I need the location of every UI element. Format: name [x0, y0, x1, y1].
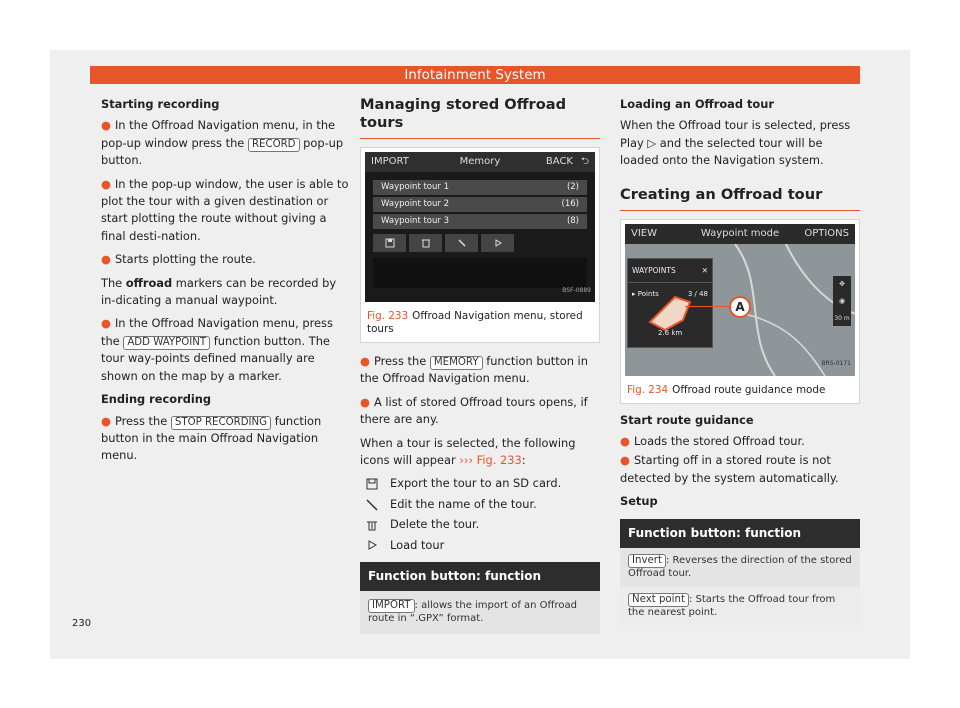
offroad-markers-paragraph: The offroad markers can be recorded by in-dicating a manual waypoint.	[101, 275, 337, 308]
page-number: 230	[72, 618, 92, 629]
pencil-icon	[445, 234, 478, 252]
memory-empty-area	[373, 258, 587, 288]
bullet-stop-recording: ● Press the STOP RECORDING function button in the main Offroad Navigation menu.	[101, 413, 322, 463]
bullet-dot-icon: ●	[101, 118, 111, 133]
function-table-header: Function button: function	[620, 519, 860, 548]
function-table-import	[360, 562, 600, 634]
next-point-button-label: Next point	[628, 593, 689, 607]
creating-tour-title: Creating an Offroad tour	[620, 186, 860, 211]
bullet-not-detected: ● Starting off in a stored route is not detected by the system automatically.	[620, 453, 839, 485]
sd-card-icon	[360, 478, 384, 490]
icon-row-edit: Edit the name of the tour.	[360, 496, 600, 513]
memory-toolbar	[373, 234, 514, 252]
waypoint-top-bar	[625, 224, 855, 244]
loading-tour-heading: Loading an Offroad tour	[620, 97, 774, 111]
icons-intro: When a tour is selected, the following icons will appear ››› Fig. 233:	[360, 435, 576, 468]
column-1	[101, 96, 353, 471]
back-tab: BACK	[545, 156, 573, 167]
bullet-dot-icon: ●	[101, 413, 111, 428]
bullet-list-opens: ● A list of stored Offroad tours opens, if there are any.	[360, 394, 588, 427]
invert-button-label: Invert	[628, 554, 666, 568]
scale-label: 30 m	[834, 315, 850, 323]
points-label: ▸ Points	[632, 290, 659, 299]
bullet-dot-icon: ●	[620, 434, 630, 449]
function-row: Next point : Starts the Offroad tour from the nearest point.	[620, 587, 860, 626]
waypoint-screen	[625, 224, 855, 376]
memory-tab: Memory	[459, 156, 501, 167]
distance-value: 2.6 km	[658, 329, 683, 338]
function-table-header: Function button: function	[360, 562, 600, 591]
column-2	[360, 96, 600, 634]
bullet-popup: ● In the pop-up window, the user is able to plot the tour with a given destination or start plotting the route without giving a final desti-nation.	[101, 176, 349, 243]
loading-tour-text: When the Offroad tour is selected, press Play ▷ and the selected tour will be loaded onto the Navigation system.	[620, 118, 851, 168]
function-row: IMPORT : allows the import of an Offroad route in “.GPX” format.	[368, 600, 577, 625]
figure-234	[620, 219, 860, 404]
play-icon: ▷	[647, 135, 657, 150]
memory-top-bar	[365, 152, 595, 172]
icon-row-load: Load tour	[360, 537, 600, 554]
setup-heading: Setup	[620, 494, 658, 509]
function-table-setup	[620, 519, 860, 625]
bullet-dot-icon: ●	[101, 316, 111, 331]
pencil-icon	[360, 499, 384, 511]
bullet-add-waypoint: ● In the Offroad Navigation menu, press the ADD WAYPOINT function button. The tour way-points defined manually are shown on the map by a marker.	[101, 316, 333, 383]
view-tab: VIEW	[631, 227, 657, 239]
bullet-dot-icon: ●	[101, 252, 111, 267]
column-3	[620, 96, 860, 625]
section-header: Infotainment System	[90, 66, 860, 84]
icon-row-delete: Delete the tour.	[360, 516, 600, 533]
bullet-dot-icon: ●	[620, 453, 630, 468]
import-tab: IMPORT	[371, 156, 409, 167]
import-button-label: IMPORT	[368, 599, 415, 613]
figure-code: BRS-0171	[821, 360, 851, 368]
stop-recording-button-label: STOP RECORDING	[171, 416, 271, 430]
icon-row-export: Export the tour to an SD card.	[360, 475, 600, 492]
add-waypoint-button-label: ADD WAYPOINT	[123, 336, 210, 350]
tour-row: Waypoint tour 3 (8)	[373, 214, 587, 229]
tour-row: Waypoint tour 1 (2)	[373, 180, 587, 195]
map-controls	[833, 276, 851, 326]
trash-icon	[360, 519, 384, 531]
sd-card-icon	[373, 234, 406, 252]
bullet-loads-tour: ● Loads the stored Offroad tour.	[620, 434, 805, 449]
points-value: 3 / 48	[687, 290, 708, 299]
play-icon	[481, 234, 514, 252]
play-icon	[360, 539, 384, 551]
pan-icon: ✥	[839, 279, 845, 288]
figure-reference-link[interactable]: ››› Fig. 233	[459, 453, 522, 468]
memory-screen	[365, 152, 595, 302]
memory-button-label: MEMORY	[430, 356, 483, 370]
waypoint-mode-title: Waypoint mode	[700, 227, 780, 239]
start-guidance-heading: Start route guidance	[620, 412, 754, 427]
function-row: Invert : Reverses the direction of the stored Offroad tour.	[628, 555, 852, 580]
callout-line	[685, 306, 735, 308]
callout-marker-a: A	[729, 296, 751, 318]
record-button-label: RECORD	[248, 138, 300, 152]
options-tab: OPTIONS	[804, 227, 849, 239]
bullet-dot-icon: ●	[360, 354, 370, 368]
bullet-dot-icon: ●	[360, 394, 370, 409]
back-arrow-icon: ⮌	[580, 156, 589, 167]
compass-icon: ◉	[838, 297, 846, 306]
trash-icon	[409, 234, 442, 252]
figure-234-caption: Fig. 234 Offroad route guidance mode	[627, 383, 826, 396]
managing-tours-title: Managing stored Offroad tours	[360, 96, 600, 139]
hand-pointer-icon	[645, 292, 705, 332]
ending-recording-heading: Ending recording	[101, 392, 212, 407]
tour-row: Waypoint tour 2 (16)	[373, 197, 587, 212]
figure-code: BSF-0889	[562, 286, 591, 294]
figure-233-caption: Fig. 233 Offroad Navigation menu, stored tours	[367, 310, 583, 335]
close-icon: ✕	[701, 265, 708, 275]
bullet-memory: ● Press the MEMORY function button in the Offroad Navigation menu.	[360, 354, 588, 386]
bullet-plotting: ● Starts plotting the route.	[101, 252, 256, 267]
waypoints-panel-title: WAYPOINTS	[632, 265, 676, 275]
figure-233	[360, 147, 600, 343]
bullet-dot-icon: ●	[101, 176, 111, 191]
bullet-record: ● In the Offroad Navigation menu, in the pop-up window press the RECORD pop-up button.	[101, 118, 344, 168]
starting-recording-heading: Starting recording	[101, 97, 220, 111]
